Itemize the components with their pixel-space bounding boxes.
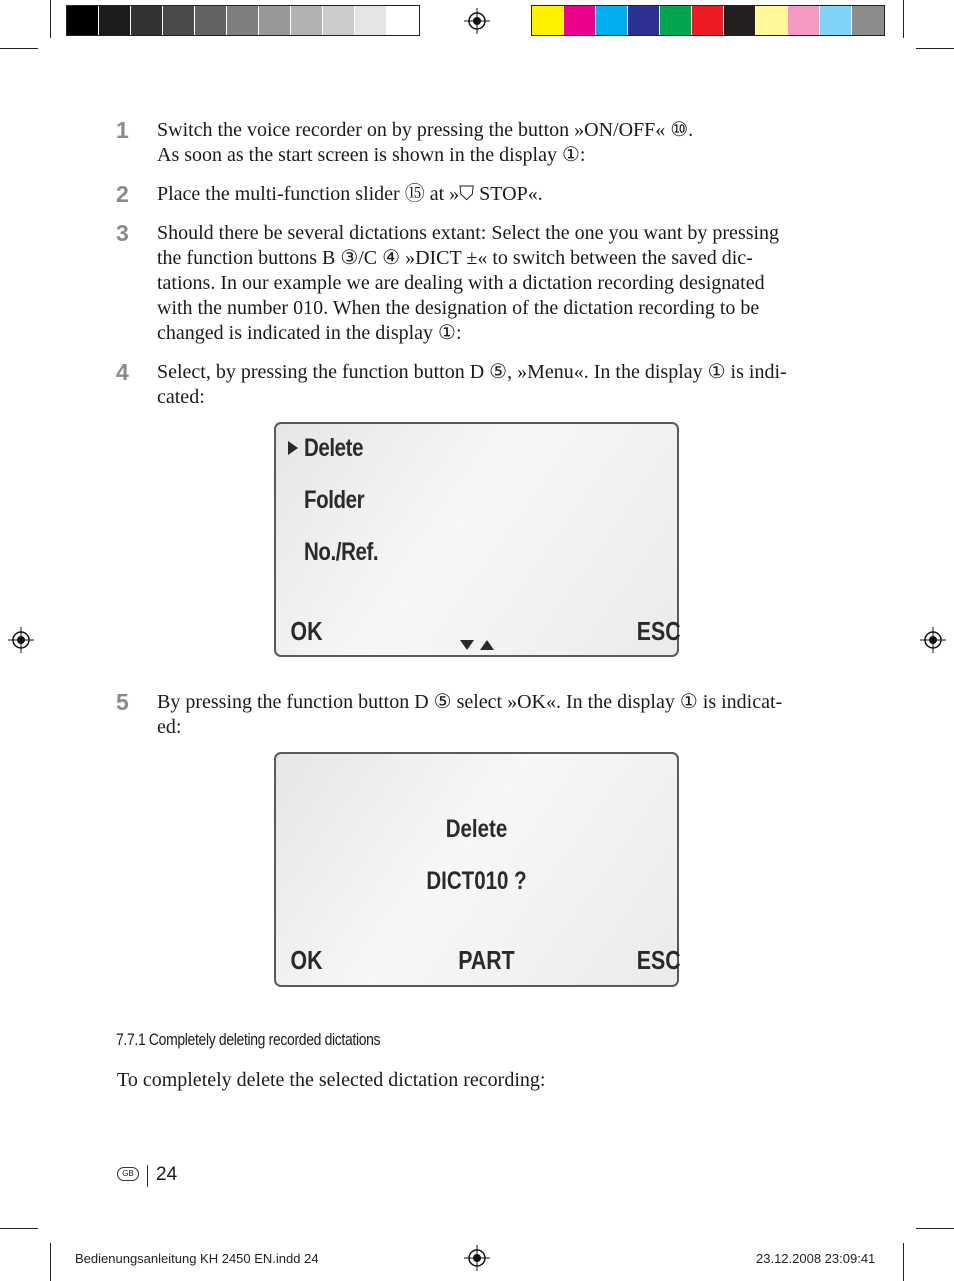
page-number: 24 — [156, 1164, 178, 1185]
step-line: By pressing the function button D ⑤ select »OK«. In the display ① is indicat- — [157, 691, 783, 713]
confirm-line-delete: Delete — [445, 815, 508, 843]
language-badge: GB — [117, 1167, 139, 1181]
lcd-display-menu — [274, 422, 679, 657]
scroll-down-up-arrows-icon — [458, 638, 498, 652]
step-text — [157, 118, 837, 168]
color-swatch — [355, 6, 387, 35]
color-swatch — [131, 6, 163, 35]
color-swatch — [692, 6, 724, 35]
step-number: 5 — [116, 689, 129, 715]
color-swatch — [852, 6, 884, 35]
step-line: changed is indicated in the display ①: — [157, 322, 462, 344]
registration-mark-icon — [464, 1245, 490, 1271]
softkey-esc: ESC — [636, 616, 681, 646]
color-swatch — [596, 6, 628, 35]
confirm-line-dict: DICT010 ? — [426, 867, 527, 895]
color-calibration-bar — [531, 5, 885, 36]
color-swatch — [163, 6, 195, 35]
selection-arrow-icon — [287, 440, 299, 456]
step-line: the function buttons B ③/C ④ »DICT ±« to switch between the saved dic- — [157, 247, 753, 269]
registration-mark-icon — [464, 8, 490, 34]
step-line: with the number 010. When the designation of the dictation recording to be — [157, 297, 760, 319]
step-line: Switch the voice recorder on by pressing the button »ON/OFF« ⑩. — [157, 119, 694, 141]
color-swatch — [387, 6, 419, 35]
color-swatch — [660, 6, 692, 35]
section-heading: 7.7.1 Completely deleting recorded dictations — [116, 1030, 381, 1049]
color-swatch — [628, 6, 660, 35]
softkey-part: PART — [458, 945, 515, 975]
color-swatch — [259, 6, 291, 35]
color-swatch — [756, 6, 788, 35]
slug-date-time: 23.12.2008 23:09:41 — [756, 1251, 876, 1266]
color-swatch — [291, 6, 323, 35]
step-line: Select, by pressing the function button D ⑤, »Menu«. In the display ① is indi- — [157, 361, 787, 383]
slug-file-name: Bedienungsanleitung KH 2450 EN.indd 24 — [75, 1251, 319, 1266]
step-text — [157, 360, 837, 410]
color-swatch — [227, 6, 259, 35]
softkey-ok: OK — [290, 945, 323, 975]
step-line: tations. In our example we are dealing with a dictation recording designated — [157, 272, 765, 294]
step-text — [157, 221, 837, 346]
crop-mark — [50, 0, 51, 38]
grayscale-calibration-bar — [66, 5, 420, 36]
step-line: Should there be several dictations extant: Select the one you want by pressing — [157, 222, 780, 244]
softkey-esc: ESC — [636, 945, 681, 975]
crop-mark — [903, 0, 904, 38]
crop-mark — [50, 1243, 51, 1281]
step-number: 4 — [116, 359, 129, 385]
step-number: 3 — [116, 220, 129, 246]
color-swatch — [67, 6, 99, 35]
step-line: ed: — [157, 716, 182, 738]
crop-mark — [916, 1228, 954, 1229]
section-body: To completely delete the selected dictation recording: — [117, 1069, 546, 1091]
step-line: As soon as the start screen is shown in the display ①: — [157, 144, 586, 166]
color-swatch — [532, 6, 564, 35]
color-swatch — [195, 6, 227, 35]
color-swatch — [323, 6, 355, 35]
color-swatch — [564, 6, 596, 35]
menu-item-delete: Delete — [304, 434, 364, 462]
color-swatch — [99, 6, 131, 35]
crop-mark — [903, 1243, 904, 1281]
registration-mark-icon — [8, 627, 34, 653]
softkey-ok: OK — [290, 616, 323, 646]
crop-mark — [0, 1228, 38, 1229]
step-line: Place the multi-function slider ⑮ at »⛉ STOP«. — [157, 183, 543, 205]
step-number: 2 — [116, 181, 129, 207]
menu-item-no-ref: No./Ref. — [304, 538, 379, 566]
step-number: 1 — [116, 117, 129, 143]
crop-mark — [916, 48, 954, 49]
step-text — [157, 182, 837, 207]
step-line: cated: — [157, 386, 205, 408]
registration-mark-icon — [920, 627, 946, 653]
lcd-display-confirm — [274, 752, 679, 987]
color-swatch — [788, 6, 820, 35]
color-swatch — [820, 6, 852, 35]
crop-mark — [0, 48, 38, 49]
menu-item-folder: Folder — [304, 486, 365, 514]
color-swatch — [724, 6, 756, 35]
footer-divider — [147, 1165, 148, 1187]
step-text — [157, 690, 837, 740]
